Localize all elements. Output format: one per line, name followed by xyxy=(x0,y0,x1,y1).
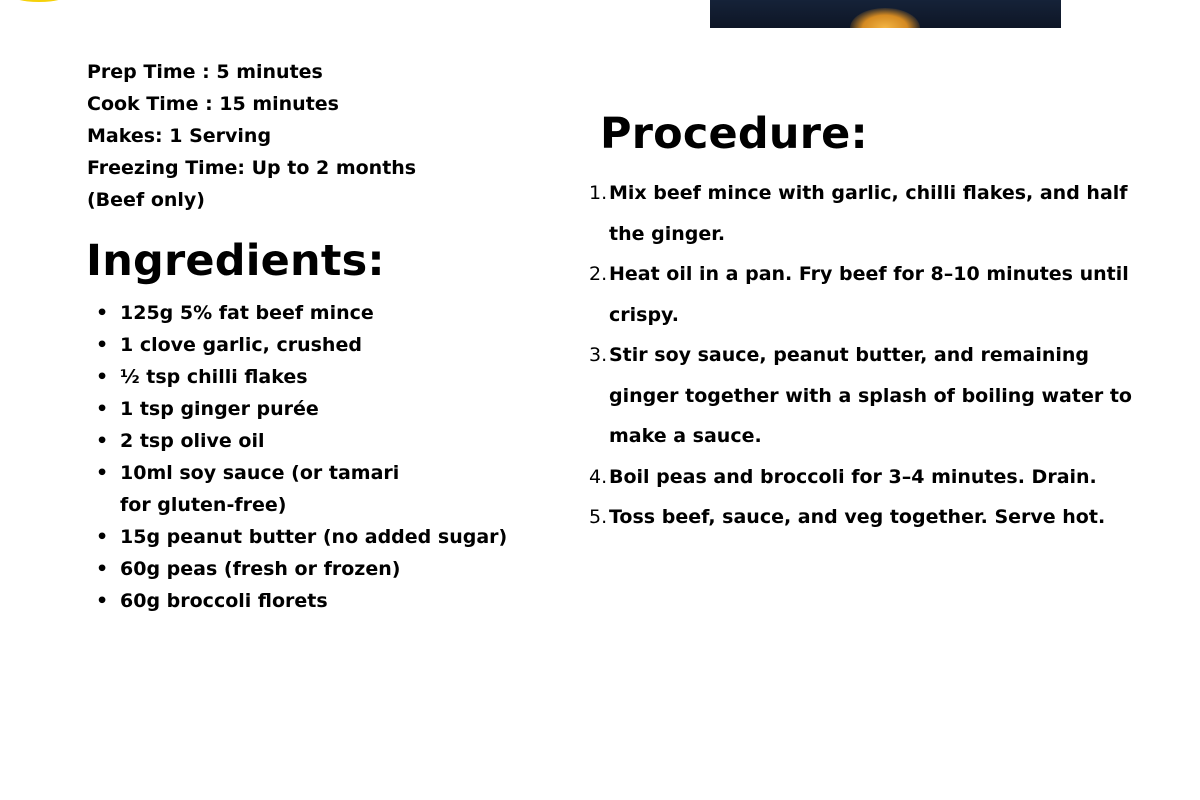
step-number: 3. xyxy=(589,344,608,366)
step-number: 5. xyxy=(589,506,608,528)
ingredients-heading: Ingredients: xyxy=(86,236,385,286)
procedure-step xyxy=(589,254,1159,335)
ingredient-text: 1 clove garlic, crushed xyxy=(120,334,362,356)
ingredient-item xyxy=(96,521,520,553)
procedure-step xyxy=(589,457,1159,498)
decorative-yellow-shape xyxy=(8,0,70,2)
cook-time: Cook Time : 15 minutes xyxy=(87,93,339,115)
food-photo-highlight xyxy=(850,8,920,28)
bullet-icon: • xyxy=(96,462,109,484)
step-number: 4. xyxy=(589,465,608,488)
ingredient-item xyxy=(96,425,520,457)
step-text: Mix beef mince with garlic, chilli flakes, and half the ginger. xyxy=(609,182,1128,245)
step-number: 2. xyxy=(589,263,608,285)
food-photo xyxy=(710,0,1061,28)
ingredients-list xyxy=(96,297,520,617)
bullet-icon: • xyxy=(96,590,109,612)
step-text: Stir soy sauce, peanut butter, and remaining ginger together with a splash of boiling water to make a sauce. xyxy=(609,344,1132,447)
bullet-icon: • xyxy=(96,366,109,388)
ingredient-item xyxy=(96,585,520,617)
bullet-icon: • xyxy=(96,526,109,548)
ingredient-text: 125g 5% fat beef mince xyxy=(120,302,374,324)
ingredient-text: 15g peanut butter (no added sugar) xyxy=(120,526,508,548)
ingredient-text: 2 tsp olive oil xyxy=(120,430,265,452)
ingredient-text: 1 tsp ginger purée xyxy=(120,398,319,420)
ingredient-item xyxy=(96,393,520,425)
step-text: Boil peas and broccoli for 3–4 minutes. Drain. xyxy=(609,465,1097,488)
bullet-icon: • xyxy=(96,430,109,452)
ingredient-item xyxy=(96,361,520,393)
step-text: Toss beef, sauce, and veg together. Serve hot. xyxy=(609,506,1106,528)
procedure-step xyxy=(589,335,1159,457)
ingredient-text: 60g peas (fresh or frozen) xyxy=(120,558,401,580)
procedure-step xyxy=(589,173,1159,254)
step-text: Heat oil in a pan. Fry beef for 8–10 minutes until crispy. xyxy=(609,263,1129,326)
bullet-icon: • xyxy=(96,302,109,324)
recipe-meta xyxy=(87,56,487,216)
bullet-icon: • xyxy=(96,398,109,420)
ingredient-item xyxy=(96,553,520,585)
prep-time: Prep Time : 5 minutes xyxy=(87,61,323,83)
bullet-icon: • xyxy=(96,334,109,356)
servings: Makes: 1 Serving xyxy=(87,125,272,147)
ingredient-text: 60g broccoli florets xyxy=(120,590,328,612)
step-number: 1. xyxy=(589,182,608,204)
procedure-heading: Procedure: xyxy=(600,109,868,159)
ingredient-item xyxy=(96,329,520,361)
ingredient-text: 10ml soy sauce (or tamari for gluten-free) xyxy=(120,462,400,516)
freezing-time: Freezing Time: Up to 2 months (Beef only) xyxy=(87,157,417,211)
ingredient-item xyxy=(96,297,520,329)
procedure-list xyxy=(589,173,1159,538)
ingredient-item xyxy=(96,457,430,521)
procedure-step xyxy=(589,497,1159,538)
bullet-icon: • xyxy=(96,558,109,580)
ingredient-text: ½ tsp chilli flakes xyxy=(120,366,308,388)
